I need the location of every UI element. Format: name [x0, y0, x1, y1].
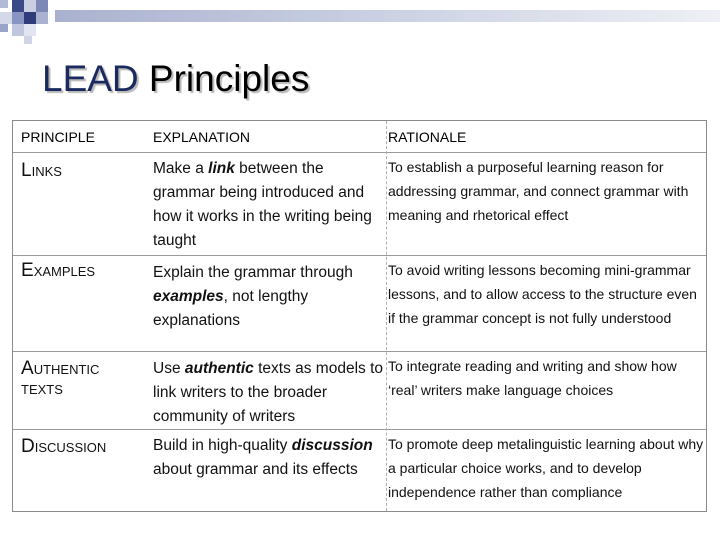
principle-examples: EXAMPLES [21, 260, 96, 281]
page-title [42, 58, 309, 100]
header-principle: PRINCIPLE [21, 129, 95, 145]
title-lead: LEAD [42, 58, 139, 99]
principles-table [12, 120, 707, 512]
explanation-discussion: Build in high-quality discussion about grammar and its effects [153, 437, 373, 478]
divider [13, 152, 706, 153]
header-rationale: RATIONALE [388, 129, 467, 145]
divider [13, 351, 706, 352]
principle-authentic-texts: AUTHENTIC TEXTS [21, 358, 100, 397]
header-decoration [0, 0, 720, 60]
principle-links: LINKS [21, 160, 62, 181]
divider [13, 429, 706, 430]
rationale-discussion: To promote deep metalinguistic learning about why a particular choice works, and to develop independence rather than compliance [388, 436, 704, 500]
rationale-links: To establish a purposeful learning reason for addressing grammar, and connect grammar with meaning and rhetorical effect [388, 159, 689, 223]
explanation-examples: Explain the grammar through examples, not lengthy explanations [153, 264, 353, 329]
rationale-authentic-texts: To integrate reading and writing and show how ‘real’ writers make language choices [388, 358, 677, 398]
title-rest: Principles [138, 58, 310, 99]
divider [13, 255, 706, 256]
header-explanation: EXPLANATION [153, 129, 250, 145]
explanation-authentic-texts: Use authentic texts as models to link writers to the broader community of writers [153, 360, 384, 425]
principle-discussion: DISCUSSION [21, 436, 107, 457]
rationale-examples: To avoid writing lessons becoming mini-grammar lessons, and to allow access to the structure even if the grammar concept is not fully understood [388, 262, 697, 326]
explanation-links: Make a link between the grammar being introduced and how it works in the writing being taught [153, 160, 372, 249]
column-divider [386, 121, 388, 511]
